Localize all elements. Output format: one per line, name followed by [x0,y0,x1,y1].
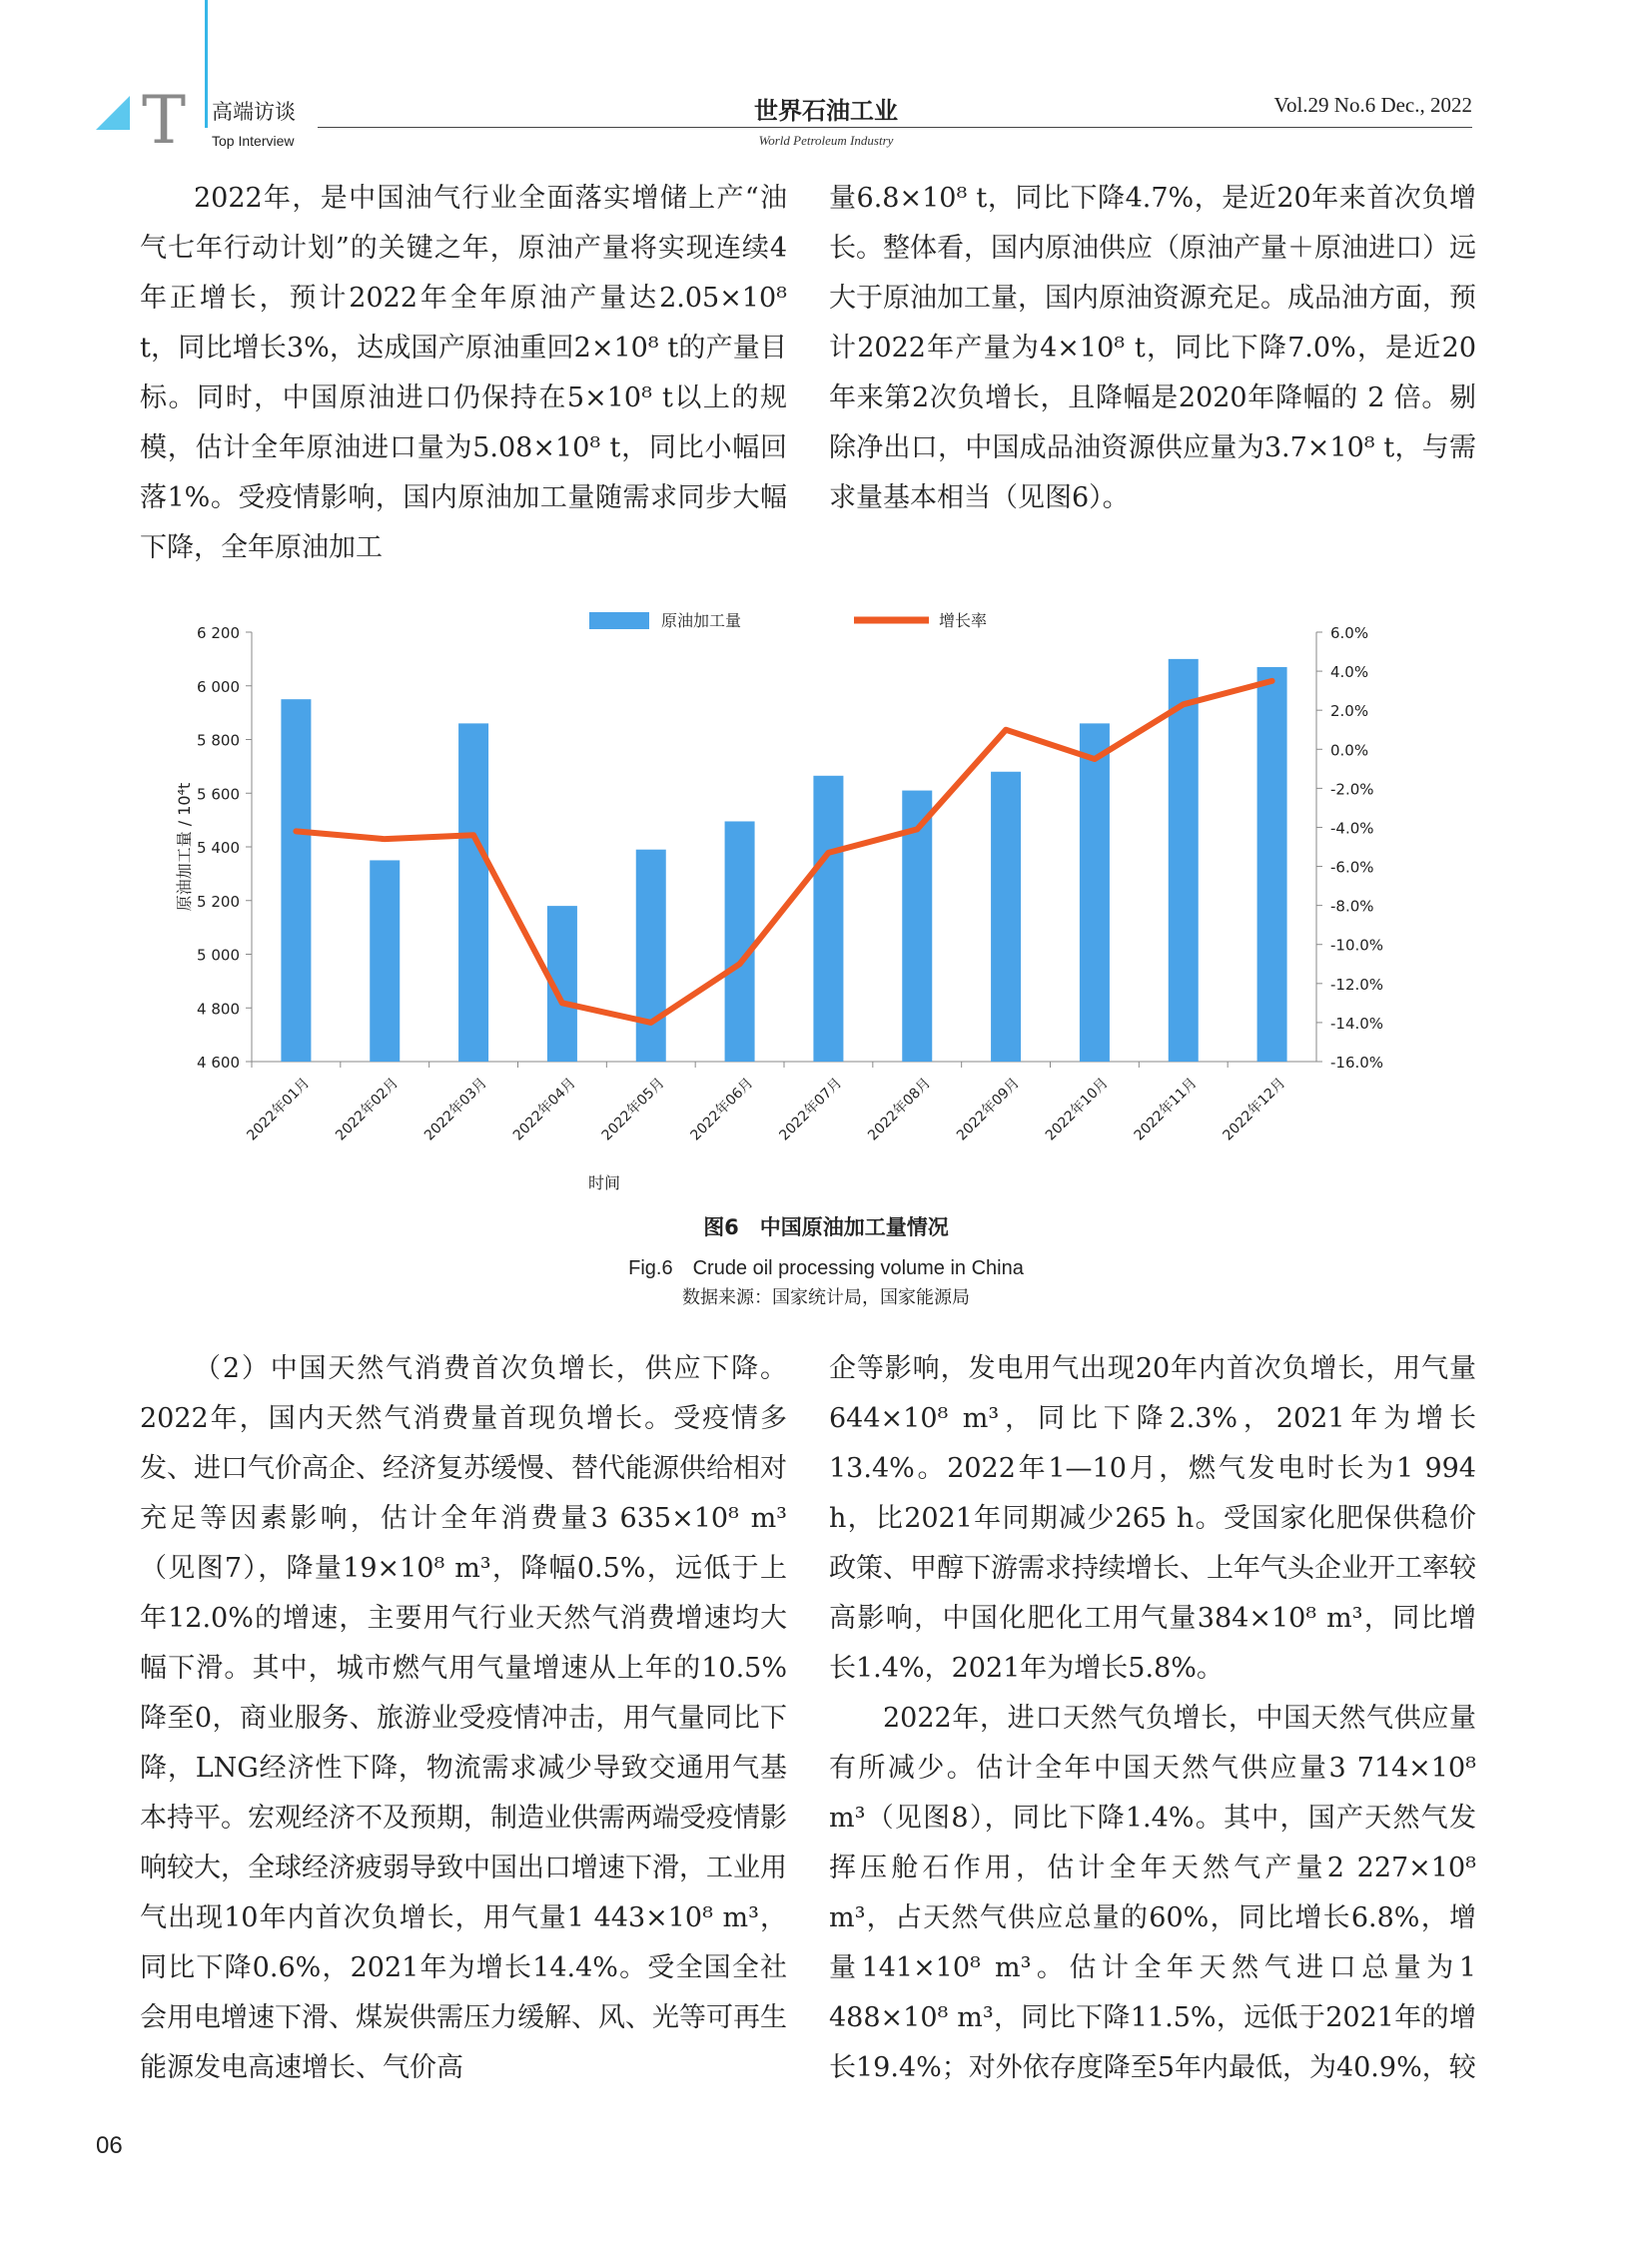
right-tick-label: -10.0% [1330,936,1384,955]
x-tick-label: 2022年07月 [776,1075,846,1144]
journal-name-en: World Petroleum Industry [758,133,894,148]
figure-caption-cn: 图6 中国原油加工量情况 [703,1215,949,1239]
header-rule [318,127,1472,128]
body-bottom-right-column [829,1344,1476,2093]
journal-name-cn: 世界石油工业 [754,97,898,125]
bar [636,850,666,1062]
line-series [296,681,1271,1023]
bar [281,699,311,1062]
left-tick-label: 4 600 [197,1054,240,1072]
y-axis-title: 原油加工量 / 10⁴t [175,782,194,912]
legend-bar-swatch [589,612,649,629]
chart-legend [589,611,987,630]
bar [458,723,488,1062]
right-tick-label: -6.0% [1330,858,1374,877]
right-tick-label: -12.0% [1330,975,1384,994]
paragraph: 2022年，进口天然气负增长，中国天然气供应量有所减少。估计全年中国天然气供应量3 714×10⁸ m³（见图8），同比下降1.4%。其中，国产天然气发挥压舱石作用，估计全年天然气产量2 227×10⁸ m³，占天然气供应总量的60%，同比增长6.8%，增量141×10⁸ m³。估计全年天然气进口总量为1 488×10⁸ m³，同比下降11.5%，远低于2021年的增长19.4%；对外依存度降至5年内最低，为40.9%，较 [829,1703,1476,2083]
bar [1169,659,1199,1062]
left-tick-label: 5 800 [197,731,240,750]
chart-axes [246,632,1322,1068]
body-top-right-column [829,174,1476,523]
x-tick-label: 2022年04月 [509,1075,579,1144]
paragraph: 量6.8×10⁸ t，同比下降4.7%，是近20年来首次负增长。整体看，国内原油供应（原油产量＋原油进口）远大于原油加工量，国内原油资源充足。成品油方面，预计2022年产量为4×10⁸ t，同比下降7.0%，是近20年来第2次负增长，且降幅是2020年降幅的 2 倍。剔除净出口，中国成品油资源供应量为3.7×10⁸ t，与需求量基本相当（见图6）。 [829,183,1476,513]
legend-line-label: 增长率 [939,611,988,630]
x-tick-label: 2022年05月 [598,1075,668,1144]
paragraph: 企等影响，发电用气出现20年内首次负增长，用气量644×10⁸ m³，同比下降2.3%，2021年为增长13.4%。2022年1—10月，燃气发电时长为1 994 h，比2021年同期减少265 h。受国家化肥保供稳价政策、甲醇下游需求持续增长、上年气头企业开工率较高影响，中国化肥化工用气量384×10⁸ m³，同比增长1.4%，2021年为增长5.8%。 [829,1353,1476,1684]
x-tick-label: 2022年11月 [1131,1075,1201,1144]
paragraph: 2022年，是中国油气行业全面落实增储上产“油气七年行动计划”的关键之年，原油产量将实现连续4年正增长，预计2022年全年原油产量达2.05×10⁸ t，同比增长3%，达成国产原油重回2×10⁸ t的产量目标。同时，中国原油进口仍保持在5×10⁸ t以上的规模，估计全年原油进口量为5.08×10⁸ t，同比小幅回落1%。受疫情影响，国内原油加工量随需求同步大幅下降，全年原油加工 [140,183,787,563]
right-tick-label: -2.0% [1330,780,1374,799]
growth-rate-line [296,681,1271,1023]
right-tick-label: 4.0% [1330,663,1369,682]
left-tick-label: 5 200 [197,892,240,911]
x-tick-label: 2022年12月 [1220,1075,1289,1144]
figure-caption-en: Fig.6 Crude oil processing volume in China [628,1257,1024,1279]
left-tick-label: 6 200 [197,624,240,642]
bar [725,821,755,1062]
bar-series [281,659,1286,1062]
right-tick-label: -8.0% [1330,897,1374,916]
x-tick-label: 2022年03月 [421,1075,490,1144]
body-top-left-column [140,174,787,573]
figure-source: 数据来源：国家统计局，国家能源局 [682,1287,970,1308]
chart-labels [175,624,1383,1192]
right-tick-label: -4.0% [1330,819,1374,838]
x-tick-label: 2022年02月 [333,1075,403,1144]
x-tick-label: 2022年08月 [865,1075,935,1144]
right-tick-label: -14.0% [1330,1014,1384,1033]
right-tick-label: 6.0% [1330,624,1369,642]
right-tick-label: -16.0% [1330,1054,1384,1072]
left-tick-label: 5 400 [197,839,240,857]
section-title-en: Top Interview [212,133,295,149]
section-logo-letter: T [142,82,187,159]
left-tick-label: 4 800 [197,1000,240,1019]
bar [1257,667,1287,1062]
legend-bar-label: 原油加工量 [661,611,742,630]
right-tick-label: 2.0% [1330,702,1369,721]
body-bottom-left-column [140,1344,787,2093]
section-title-cn: 高端访谈 [212,100,296,124]
bar [370,860,400,1062]
paragraph: （2）中国天然气消费首次负增长，供应下降。2022年，国内天然气消费量首现负增长。受疫情多发、进口气价高企、经济复苏缓慢、替代能源供给相对充足等因素影响，估计全年消费量3 635×10⁸ m³（见图7），降量19×10⁸ m³，降幅0.5%，远低于上年12.0%的增速，主要用气行业天然气消费增速均大幅下滑。其中，城市燃气用气量增速从上年的10.5%降至0，商业服务、旅游业受疫情冲击，用气量同比下降，LNG经济性下降，物流需求减少导致交通用气基本持平。宏观经济不及预期，制造业供需两端受疫情影响较大，全球经济疲弱导致中国出口增速下滑，工业用气出现10年内首次负增长，用气量1 443×10⁸ m³，同比下降0.6%，2021年为增长14.4%。受全国全社会用电增速下滑、煤炭供需压力缓解、风、光等可再生能源发电高速增长、气价高 [140,1353,787,2083]
x-tick-label: 2022年06月 [687,1075,757,1144]
left-tick-label: 6 000 [197,677,240,696]
bar [991,772,1021,1062]
x-axis-title: 时间 [587,1173,621,1192]
x-tick-label: 2022年09月 [954,1075,1023,1144]
left-tick-label: 5 600 [197,785,240,804]
page-number: 06 [96,2132,123,2159]
x-tick-label: 2022年01月 [244,1075,314,1144]
bar [1080,723,1110,1062]
issue-info: Vol.29 No.6 Dec., 2022 [1273,93,1472,117]
crude-oil-processing-chart [150,599,1438,1198]
right-tick-label: 0.0% [1330,741,1369,760]
x-tick-label: 2022年10月 [1042,1075,1112,1144]
bar [813,776,843,1062]
left-tick-label: 5 000 [197,946,240,965]
